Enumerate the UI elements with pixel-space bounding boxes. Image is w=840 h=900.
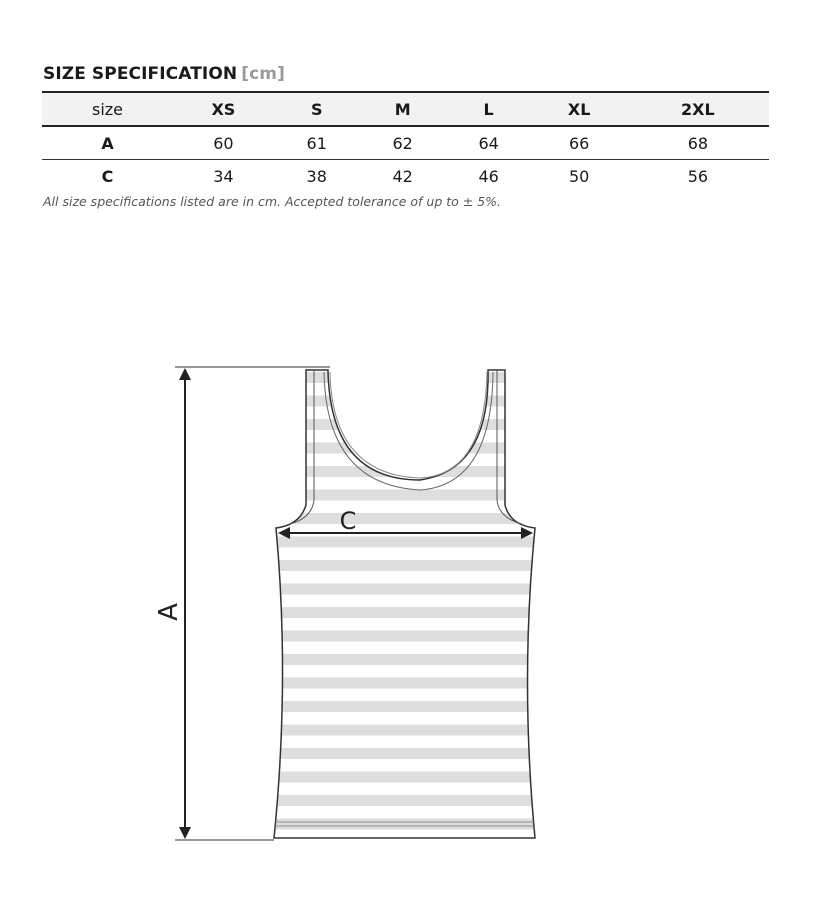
cell: 46 [478, 166, 499, 186]
cell: 64 [446, 126, 532, 160]
cell: 61 [274, 126, 360, 160]
a-arrow-top [179, 368, 191, 380]
title-unit: [cm] [241, 64, 285, 84]
stripe [260, 819, 550, 830]
stripe [260, 443, 550, 454]
stripe [260, 678, 550, 689]
stripe [260, 725, 550, 736]
tank-top-stripes [260, 360, 550, 850]
stripe [260, 466, 550, 477]
stripe [260, 584, 550, 595]
cell: 68 [627, 126, 769, 160]
stripe [260, 560, 550, 571]
stripe [260, 419, 550, 430]
stripe [260, 772, 550, 783]
cell: 42 [392, 166, 413, 186]
cell: 60 [173, 126, 274, 160]
cell: 50 [568, 166, 590, 186]
stripe [260, 654, 550, 665]
title-text: SIZE SPECIFICATION [43, 64, 238, 84]
stripe [260, 795, 550, 806]
header-xl: XL [532, 92, 627, 126]
header-xs: XS [173, 92, 274, 126]
stripe [260, 537, 550, 548]
label-a: A [154, 603, 184, 621]
tolerance-note: All size specifications listed are in cm. Accepted tolerance of up to ± 5%. [43, 194, 502, 209]
row-a-label: A [42, 126, 173, 160]
stripe [260, 607, 550, 618]
stripe [260, 490, 550, 501]
cell: 62 [360, 126, 446, 160]
cell: 56 [687, 166, 709, 186]
header-m: M [360, 92, 446, 126]
stripe [260, 701, 550, 712]
header-l: L [446, 92, 532, 126]
header-size: size [42, 92, 173, 126]
cell: 66 [532, 126, 627, 160]
cell: 34 [213, 166, 234, 186]
stripe [260, 748, 550, 759]
row-c-label: C [101, 166, 114, 186]
stripe [260, 396, 550, 407]
header-s: S [274, 92, 360, 126]
header-2xl: 2XL [627, 92, 769, 126]
stripe [260, 631, 550, 642]
label-c: C [339, 507, 357, 535]
a-arrow-bottom [179, 827, 191, 839]
cell: 38 [306, 166, 327, 186]
stripe [260, 372, 550, 383]
